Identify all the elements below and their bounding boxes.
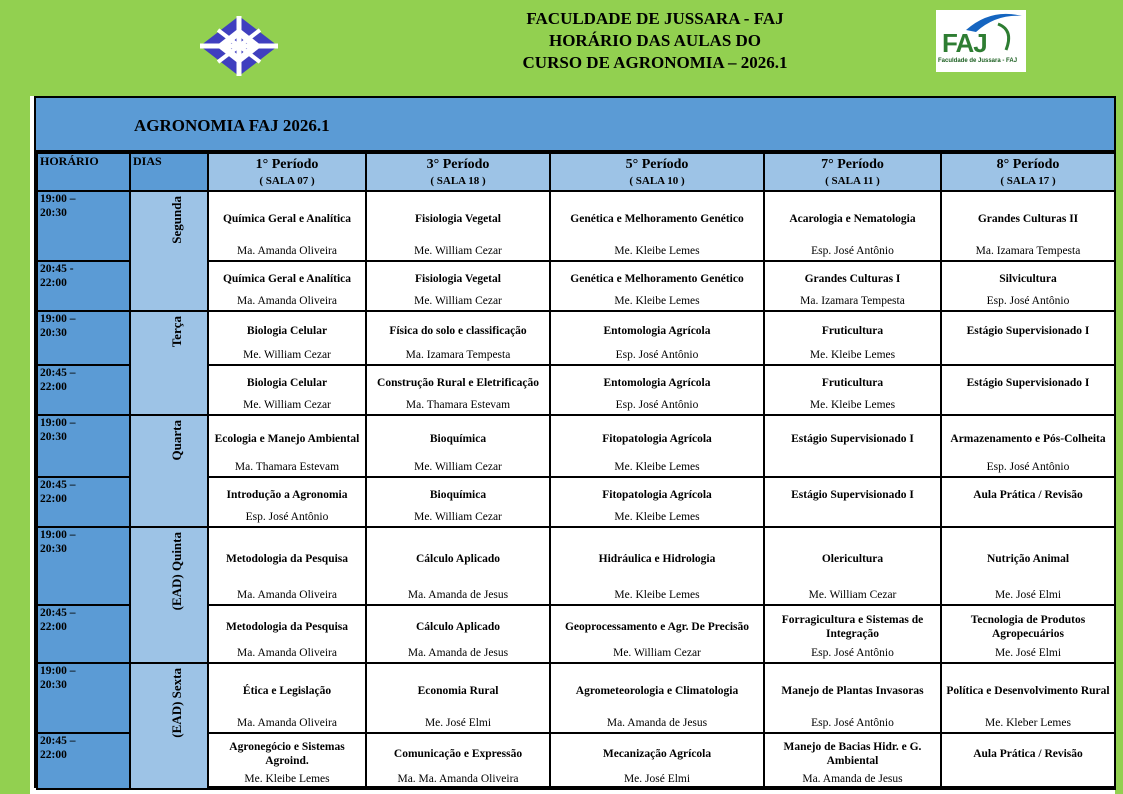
course-name: Bioquímica — [429, 488, 487, 501]
right-margin-band — [1115, 96, 1123, 794]
course-name: Biologia Celular — [246, 376, 328, 389]
period-name: 3° Período — [426, 157, 490, 172]
class-cell — [764, 527, 941, 605]
professor-name: Ma. Amanda Oliveira — [237, 589, 337, 601]
course-name: Introdução a Agronomia — [226, 488, 348, 501]
professor-name: Ma. Izamara Tempesta — [405, 349, 511, 361]
class-cell — [366, 605, 550, 663]
professor-name: Me. William Cezar — [414, 461, 502, 473]
course-name: Estágio Supervisionado I — [791, 488, 914, 501]
day-label: Segunda — [169, 196, 184, 244]
horario-header: HORÁRIO — [37, 153, 130, 191]
course-name: Silvicultura — [999, 272, 1057, 285]
professor-name: Me. Kleber Lemes — [985, 717, 1071, 729]
course-name: Ecologia e Manejo Ambiental — [214, 432, 360, 445]
professor-name: Me. Kleibe Lemes — [809, 349, 896, 361]
professor-name: Me. Kleibe Lemes — [614, 295, 700, 307]
day-label: (EAD) Sexta — [169, 668, 184, 738]
course-name: Fitopatologia Agrícola — [602, 432, 712, 445]
class-cell — [550, 527, 764, 605]
day-label: Terça — [169, 316, 184, 348]
time-slot: 19:00 – 20:30 — [37, 527, 130, 605]
professor-name: Esp. José Antônio — [811, 245, 894, 257]
day-label: Quarta — [169, 420, 184, 461]
professor-name: Esp. José Antônio — [811, 647, 894, 659]
faj-logo-text: FAJ — [942, 28, 987, 58]
dias-header: DIAS — [130, 153, 208, 191]
time-slot: 20:45 – 22:00 — [37, 605, 130, 663]
class-cell — [366, 663, 550, 733]
class-cell — [366, 365, 550, 415]
course-band-title: AGRONOMIA FAJ 2026.1 — [134, 116, 330, 135]
course-name: Cálculo Aplicado — [415, 620, 501, 633]
professor-name: Esp. José Antônio — [615, 399, 699, 411]
course-name: Grandes Culturas II — [977, 212, 1079, 225]
course-name: Armazenamento e Pós-Colheita — [950, 432, 1106, 445]
course-name: Fruticultura — [821, 376, 884, 389]
professor-name: Me. José Elmi — [994, 589, 1062, 601]
time-slot: 20:45 – 22:00 — [37, 733, 130, 789]
course-name: Mecanização Agrícola — [602, 747, 712, 760]
period-room: ( SALA 10 ) — [629, 175, 685, 187]
course-name: Entomologia Agrícola — [603, 376, 711, 389]
time-slot: 20:45 – 22:00 — [37, 477, 130, 527]
class-cell — [208, 663, 366, 733]
class-cell — [208, 733, 366, 789]
professor-name: Me. William Cezar — [414, 295, 502, 307]
class-cell — [550, 477, 764, 527]
course-name: Ética e Legislação — [242, 684, 332, 697]
period-name: 5° Período — [625, 157, 689, 172]
period-name: 8° Período — [996, 157, 1060, 172]
class-cell — [941, 663, 1115, 733]
course-name: Química Geral e Analítica — [222, 272, 352, 285]
class-cell — [941, 415, 1115, 477]
course-name: Cálculo Aplicado — [415, 552, 501, 565]
class-cell — [764, 477, 941, 527]
professor-name: Ma. Amanda de Jesus — [407, 647, 509, 659]
class-cell — [366, 191, 550, 261]
course-name: Comunicação e Expressão — [393, 747, 523, 760]
course-name: Construção Rural e Eletrificação — [377, 376, 539, 389]
course-name: Química Geral e Analítica — [222, 212, 352, 225]
class-cell — [208, 261, 366, 311]
time-slot: 20:45 - 22:00 — [37, 261, 130, 311]
course-name: Fisiologia Vegetal — [415, 272, 501, 285]
course-name: Hidráulica e Hidrologia — [598, 552, 716, 565]
class-cell — [550, 733, 764, 789]
title-line-2: HORÁRIO DAS AULAS DO — [548, 31, 762, 50]
class-cell — [366, 733, 550, 789]
class-cell — [941, 191, 1115, 261]
schedule-table — [36, 152, 1116, 790]
course-name: Olericultura — [821, 552, 884, 565]
professor-name: Ma. Amanda Oliveira — [237, 717, 337, 729]
time-slot: 19:00 – 20:30 — [37, 191, 130, 261]
course-name: Fitopatologia Agrícola — [602, 488, 712, 501]
class-cell — [764, 261, 941, 311]
class-cell — [764, 605, 941, 663]
professor-name: Ma. Amanda Oliveira — [237, 295, 337, 307]
class-cell — [941, 477, 1115, 527]
professor-name: Esp. José Antônio — [245, 511, 329, 523]
professor-name: Me. Kleibe Lemes — [614, 245, 700, 257]
professor-name: Me. William Cezar — [414, 511, 502, 523]
faj-logo — [936, 10, 1026, 72]
period-header — [764, 153, 941, 191]
course-name: Estágio Supervisionado I — [966, 324, 1090, 337]
class-cell — [550, 261, 764, 311]
class-cell — [941, 733, 1115, 789]
course-band — [36, 98, 1114, 152]
class-cell — [764, 663, 941, 733]
professor-name: Esp. José Antônio — [986, 295, 1070, 307]
table-row — [37, 527, 1115, 605]
course-name: Metodologia da Pesquisa — [225, 620, 349, 633]
professor-name: Ma. Amanda de Jesus — [407, 589, 509, 601]
course-name: Grandes Culturas I — [804, 272, 901, 285]
table-row — [37, 663, 1115, 733]
class-cell — [366, 415, 550, 477]
course-name: Física do solo e classificação — [389, 324, 527, 337]
day-label: (EAD) Quinta — [169, 532, 184, 611]
course-name: Fruticultura — [821, 324, 884, 337]
professor-name: Esp. José Antônio — [986, 461, 1070, 473]
professor-name: Ma. Amanda Oliveira — [237, 647, 337, 659]
class-cell — [764, 365, 941, 415]
professor-name: Me. Kleibe Lemes — [244, 773, 330, 785]
class-cell — [764, 191, 941, 261]
institution-logo-icon — [198, 14, 280, 78]
class-cell — [550, 365, 764, 415]
class-cell — [366, 527, 550, 605]
time-slot: 19:00 – 20:30 — [37, 311, 130, 365]
professor-name: Ma. Izamara Tempesta — [975, 245, 1081, 257]
professor-name: Me. William Cezar — [613, 647, 701, 659]
class-cell — [764, 311, 941, 365]
professor-name: Me. José Elmi — [623, 773, 691, 785]
professor-name: Ma. Amanda de Jesus — [802, 773, 903, 785]
course-name: Fisiologia Vegetal — [415, 212, 501, 225]
course-name: Aula Prática / Revisão — [973, 488, 1083, 501]
class-cell — [550, 663, 764, 733]
professor-name: Ma. Amanda Oliveira — [237, 245, 337, 257]
class-cell — [550, 415, 764, 477]
class-cell — [941, 365, 1115, 415]
class-cell — [208, 365, 366, 415]
professor-name: Esp. José Antônio — [615, 349, 699, 361]
class-cell — [208, 191, 366, 261]
day-cell — [130, 415, 208, 527]
professor-name: Ma. Izamara Tempesta — [800, 295, 905, 307]
course-name: Genética e Melhoramento Genético — [570, 212, 744, 225]
class-cell — [208, 605, 366, 663]
professor-name: Me. José Elmi — [994, 647, 1062, 659]
header-row — [37, 153, 1115, 191]
professor-name: Me. William Cezar — [414, 245, 502, 257]
course-name: Agrometeorologia e Climatologia — [575, 684, 739, 697]
time-slot: 19:00 – 20:30 — [37, 415, 130, 477]
day-cell — [130, 311, 208, 415]
class-cell — [366, 311, 550, 365]
professor-name: Me. Kleibe Lemes — [614, 589, 700, 601]
class-cell — [764, 415, 941, 477]
day-cell — [130, 191, 208, 311]
course-name: Entomologia Agrícola — [603, 324, 711, 337]
class-cell — [208, 415, 366, 477]
professor-name: Ma. Ma. Amanda Oliveira — [397, 773, 519, 785]
professor-name: Ma. Amanda de Jesus — [606, 717, 708, 729]
course-name: Acarologia e Nematologia — [789, 212, 916, 225]
class-cell — [366, 261, 550, 311]
faj-logo-subtitle: Faculdade de Jussara - FAJ — [938, 58, 1018, 64]
course-name: Genética e Melhoramento Genético — [570, 272, 744, 285]
period-header — [550, 153, 764, 191]
table-row — [37, 311, 1115, 365]
class-cell — [366, 477, 550, 527]
course-name: Economia Rural — [417, 684, 499, 697]
professor-name: Me. William Cezar — [243, 399, 331, 411]
class-cell — [941, 311, 1115, 365]
professor-name: Me. José Elmi — [424, 717, 492, 729]
professor-name: Me. William Cezar — [243, 349, 331, 361]
period-header — [941, 153, 1115, 191]
course-name: Nutrição Animal — [986, 552, 1070, 565]
period-room: ( SALA 07 ) — [259, 175, 315, 187]
course-name: Bioquímica — [429, 432, 487, 445]
course-name: Agronegócio e Sistemas Agroind. — [229, 740, 345, 767]
title-line-3: CURSO DE AGRONOMIA – 2026.1 — [522, 53, 788, 72]
course-name: Forragicultura e Sistemas de Integração — [781, 613, 924, 640]
professor-name: Me. Kleibe Lemes — [809, 399, 896, 411]
class-cell — [550, 191, 764, 261]
table-row — [37, 415, 1115, 477]
period-room: ( SALA 17 ) — [1000, 175, 1056, 187]
course-name: Aula Prática / Revisão — [973, 747, 1083, 760]
left-margin-band — [0, 96, 30, 794]
period-header — [208, 153, 366, 191]
professor-name: Esp. José Antônio — [811, 717, 894, 729]
page-title — [420, 8, 890, 74]
professor-name: Ma. Thamara Estevam — [234, 461, 340, 473]
course-name: Manejo de Bacias Hidr. e G. Ambiental — [783, 740, 922, 767]
course-name: Tecnologia de Produtos Agropecuários — [970, 613, 1086, 640]
table-row — [37, 191, 1115, 261]
class-cell — [941, 527, 1115, 605]
title-line-1: FACULDADE DE JUSSARA - FAJ — [526, 9, 784, 28]
professor-name: Ma. Thamara Estevam — [405, 399, 511, 411]
period-header — [366, 153, 550, 191]
day-cell — [130, 663, 208, 789]
class-cell — [941, 261, 1115, 311]
professor-name: Me. Kleibe Lemes — [614, 511, 700, 523]
class-cell — [208, 477, 366, 527]
course-name: Estágio Supervisionado I — [791, 432, 914, 445]
class-cell — [941, 605, 1115, 663]
period-room: ( SALA 18 ) — [430, 175, 486, 187]
class-cell — [208, 311, 366, 365]
period-name: 1° Período — [255, 157, 319, 172]
class-cell — [550, 311, 764, 365]
class-cell — [550, 605, 764, 663]
period-room: ( SALA 11 ) — [825, 175, 880, 187]
class-cell — [764, 733, 941, 789]
course-name: Manejo de Plantas Invasoras — [781, 684, 924, 697]
course-name: Política e Desenvolvimento Rural — [946, 684, 1110, 697]
professor-name: Me. William Cezar — [808, 589, 897, 601]
class-cell — [208, 527, 366, 605]
course-name: Geoprocessamento e Agr. De Precisão — [564, 620, 750, 633]
time-slot: 20:45 – 22:00 — [37, 365, 130, 415]
time-slot: 19:00 – 20:30 — [37, 663, 130, 733]
course-name: Metodologia da Pesquisa — [225, 552, 349, 565]
course-name: Estágio Supervisionado I — [966, 376, 1090, 389]
course-name: Biologia Celular — [246, 324, 328, 337]
period-name: 7° Período — [821, 157, 884, 172]
professor-name: Me. Kleibe Lemes — [614, 461, 700, 473]
day-cell — [130, 527, 208, 663]
